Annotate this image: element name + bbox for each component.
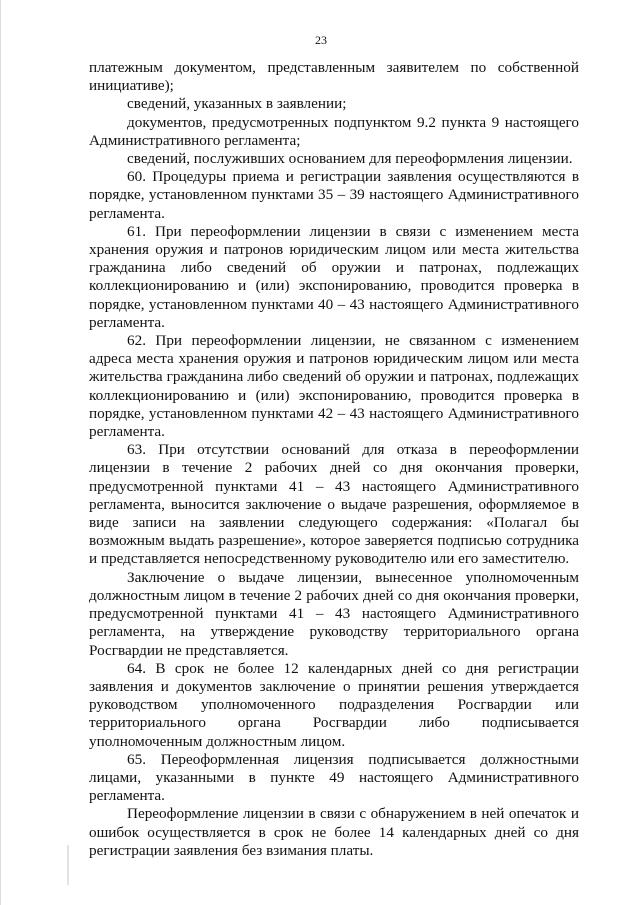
paragraph: документов, предусмотренных подпунктом 9.2 пункта 9 настоящего Административного регламента; xyxy=(89,113,579,149)
paragraph: сведений, послуживших основанием для переоформления лицензии. xyxy=(127,150,573,168)
paragraph-63: 63. При отсутствии оснований для отказа в переоформлении лицензии в течение 2 рабочих дней со дня окончания проверки, предусмотренной пунктами 41 – 43 настоящего Административного регламента, выносится заключение о выдаче разрешения, оформляемое в виде записи на заявлении следующего содержания: «Полагал бы возможным выдать разрешение», которое заверяется подписью сотрудника и представляется непосредственному руководителю или его заместителю. xyxy=(89,441,579,568)
paragraph: платежным документом, представленным заявителем по собственной инициативе); xyxy=(89,59,579,95)
paragraph-62: 62. При переоформлении лицензии, не связанном с изменением адреса места хранения оружия и патронов юридическим лицом или места жительства гражданина либо сведений об оружии и патронах, подлежащих коллекционированию и (или) экспонированию, проводится проверка в порядке, установленном пунктами 42 – 43 настоящего Административного регламента. xyxy=(89,332,579,441)
paragraph: сведений, указанных в заявлении; xyxy=(127,95,347,113)
page-number: 23 xyxy=(315,33,327,47)
scan-artifact xyxy=(67,845,69,885)
paragraph: Переоформление лицензии в связи с обнаружением в ней опечаток и ошибок осуществляется в срок не более 14 календарных дней со дня регистрации заявления без взимания платы. xyxy=(89,805,579,859)
paragraph: Заключение о выдаче лицензии, вынесенное уполномоченным должностным лицом в течение 2 рабочих дней со дня окончания проверки, предусмотренной пунктами 41 – 43 настоящего Административного регламента, на утверждение руководству территориального органа Росгвардии не представляется. xyxy=(89,568,579,659)
paragraph-64: 64. В срок не более 12 календарных дней со дня регистрации заявления и документов заключение о принятии решения утверждается руководством уполномоченного подразделения Росгвардии или территориального органа Росгвардии либо подписывается уполномоченным должностным лицом. xyxy=(89,659,579,750)
paragraph-65: 65. Переоформленная лицензия подписывается должностными лицами, указанными в пункте 49 настоящего Административного регламента. xyxy=(89,750,579,805)
paragraph-61: 61. При переоформлении лицензии в связи с изменением места хранения оружия и патронов юридическим лицом или места жительства гражданина либо сведений об оружии и патронах, подлежащих коллекционированию и (или) экспонированию, проводится проверка в порядке, установленном пунктами 40 – 43 настоящего Административного регламента. xyxy=(89,222,579,331)
paragraph-60: 60. Процедуры приема и регистрации заявления осуществляются в порядке, установленном пунктами 35 – 39 настоящего Административного регламента. xyxy=(89,168,579,222)
document-body xyxy=(89,59,579,860)
